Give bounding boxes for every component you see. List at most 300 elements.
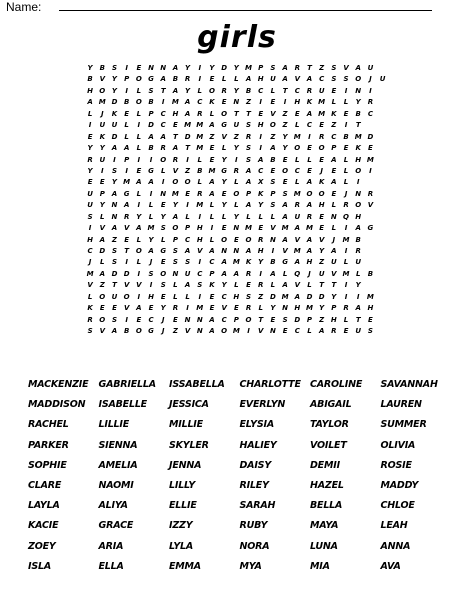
grid-letter[interactable]: M — [196, 304, 204, 313]
grid-letter[interactable]: L — [209, 212, 215, 221]
grid-letter[interactable]: S — [246, 144, 252, 153]
grid-letter[interactable]: A — [282, 212, 288, 221]
grid-letter[interactable]: O — [208, 86, 215, 95]
grid-letter[interactable]: A — [136, 224, 142, 233]
grid-letter[interactable]: M — [147, 224, 155, 233]
grid-letter[interactable]: P — [172, 235, 178, 244]
grid-letter[interactable]: A — [148, 178, 154, 187]
grid-letter[interactable]: A — [123, 201, 130, 210]
grid-letter[interactable]: I — [149, 281, 153, 290]
grid-letter[interactable]: M — [293, 189, 301, 198]
grid-letter[interactable]: S — [111, 166, 117, 175]
grid-letter[interactable]: H — [367, 304, 374, 313]
grid-letter[interactable]: V — [282, 247, 288, 255]
grid-letter[interactable]: R — [258, 281, 264, 290]
grid-letter[interactable]: N — [282, 304, 289, 313]
grid-letter[interactable]: L — [258, 212, 263, 221]
grid-letter[interactable]: Y — [136, 212, 142, 221]
grid-letter[interactable]: L — [209, 201, 215, 210]
grid-letter[interactable]: S — [270, 201, 276, 210]
grid-letter[interactable]: Y — [233, 212, 239, 221]
grid-letter[interactable]: U — [233, 121, 240, 130]
grid-letter[interactable]: V — [172, 166, 179, 175]
grid-letter[interactable]: E — [343, 109, 349, 118]
grid-letter[interactable]: I — [369, 166, 372, 175]
grid-letter[interactable]: S — [282, 315, 288, 324]
grid-letter[interactable]: G — [367, 224, 374, 233]
grid-letter[interactable]: A — [111, 327, 118, 336]
grid-letter[interactable]: R — [294, 64, 300, 72]
grid-letter[interactable]: I — [113, 155, 116, 164]
grid-letter[interactable]: E — [307, 144, 312, 153]
grid-letter[interactable]: S — [270, 64, 276, 72]
grid-letter[interactable]: Y — [221, 155, 227, 164]
grid-letter[interactable]: C — [209, 258, 215, 267]
grid-letter[interactable]: L — [258, 304, 263, 313]
grid-letter[interactable]: A — [355, 224, 361, 233]
grid-letter[interactable]: A — [209, 315, 215, 324]
grid-letter[interactable]: J — [88, 258, 92, 267]
grid-letter[interactable]: M — [86, 269, 94, 278]
grid-letter[interactable]: E — [270, 315, 276, 324]
grid-letter[interactable]: L — [136, 132, 142, 141]
grid-letter[interactable]: P — [331, 304, 337, 313]
grid-letter[interactable]: T — [160, 86, 166, 95]
grid-letter[interactable]: A — [221, 258, 227, 267]
grid-letter[interactable]: U — [294, 212, 301, 221]
grid-letter[interactable]: P — [209, 269, 215, 278]
grid-letter[interactable]: B — [270, 155, 276, 164]
grid-letter[interactable]: Y — [331, 292, 337, 301]
grid-letter[interactable]: E — [319, 155, 325, 164]
grid-letter[interactable]: L — [307, 155, 312, 164]
grid-letter[interactable]: P — [124, 155, 130, 164]
grid-letter[interactable]: A — [172, 86, 179, 95]
grid-letter[interactable]: L — [160, 235, 166, 244]
grid-letter[interactable]: T — [307, 64, 312, 72]
grid-letter[interactable]: T — [355, 121, 361, 130]
grid-letter[interactable]: V — [123, 281, 130, 290]
grid-letter[interactable]: I — [344, 247, 348, 255]
grid-letter[interactable]: Y — [172, 201, 178, 210]
grid-letter[interactable]: L — [343, 178, 349, 187]
grid-letter[interactable]: L — [234, 201, 239, 210]
grid-letter[interactable]: A — [306, 201, 313, 210]
grid-letter[interactable]: L — [282, 269, 288, 278]
grid-letter[interactable]: R — [160, 144, 166, 153]
grid-letter[interactable]: M — [293, 132, 301, 141]
grid-letter[interactable]: S — [197, 281, 203, 290]
grid-letter[interactable]: M — [196, 121, 204, 130]
grid-letter[interactable]: L — [87, 292, 93, 301]
grid-letter[interactable]: G — [160, 247, 167, 255]
grid-letter[interactable]: N — [233, 247, 240, 255]
grid-letter[interactable]: I — [137, 155, 141, 164]
grid-letter[interactable]: A — [355, 304, 361, 313]
grid-letter[interactable]: C — [294, 327, 300, 336]
grid-letter[interactable]: L — [136, 144, 142, 153]
grid-letter[interactable]: I — [137, 269, 141, 278]
grid-letter[interactable]: C — [294, 166, 300, 175]
grid-letter[interactable]: D — [270, 292, 276, 301]
grid-letter[interactable]: R — [87, 315, 93, 324]
grid-letter[interactable]: M — [123, 178, 131, 187]
grid-letter[interactable]: Z — [282, 121, 288, 130]
grid-letter[interactable]: V — [343, 64, 349, 72]
grid-letter[interactable]: A — [111, 189, 118, 198]
grid-letter[interactable]: H — [330, 315, 337, 324]
grid-letter[interactable]: V — [294, 235, 300, 244]
grid-letter[interactable]: L — [197, 86, 203, 95]
grid-letter[interactable]: O — [221, 327, 228, 336]
grid-letter[interactable]: D — [148, 121, 154, 130]
grid-letter[interactable]: D — [111, 98, 118, 107]
grid-letter[interactable]: I — [137, 201, 141, 210]
grid-letter[interactable]: H — [306, 258, 313, 267]
grid-letter[interactable]: O — [355, 201, 362, 210]
grid-letter[interactable]: Z — [270, 132, 276, 141]
grid-letter[interactable]: S — [246, 292, 252, 301]
grid-letter[interactable]: E — [307, 166, 312, 175]
grid-letter[interactable]: L — [343, 258, 349, 267]
grid-letter[interactable]: D — [111, 132, 118, 141]
grid-letter[interactable]: E — [233, 235, 239, 244]
grid-letter[interactable]: K — [355, 144, 361, 153]
grid-letter[interactable]: E — [221, 98, 227, 107]
grid-letter[interactable]: H — [257, 247, 264, 255]
grid-letter[interactable]: N — [233, 224, 240, 233]
grid-letter[interactable]: U — [99, 121, 106, 130]
grid-letter[interactable]: S — [111, 258, 117, 267]
grid-letter[interactable]: Y — [111, 86, 117, 95]
grid-letter[interactable]: U — [111, 121, 118, 130]
grid-letter[interactable]: M — [366, 155, 374, 164]
grid-letter[interactable]: I — [210, 224, 214, 233]
grid-letter[interactable]: I — [125, 64, 128, 72]
grid-letter[interactable]: Y — [319, 247, 325, 255]
grid-letter[interactable]: S — [111, 247, 117, 255]
grid-letter[interactable]: L — [136, 86, 142, 95]
grid-letter[interactable]: Z — [111, 235, 117, 244]
grid-letter[interactable]: O — [99, 292, 106, 301]
grid-letter[interactable]: U — [270, 75, 276, 84]
grid-letter[interactable]: Y — [233, 144, 239, 153]
grid-letter[interactable]: C — [258, 166, 264, 175]
grid-letter[interactable]: T — [282, 86, 288, 95]
grid-letter[interactable]: N — [160, 189, 167, 198]
grid-letter[interactable]: E — [294, 109, 300, 118]
grid-letter[interactable]: E — [319, 224, 325, 233]
grid-letter[interactable]: E — [258, 224, 264, 233]
grid-letter[interactable]: I — [88, 224, 92, 233]
grid-letter[interactable]: I — [186, 304, 189, 313]
grid-letter[interactable]: Y — [282, 144, 288, 153]
grid-letter[interactable]: V — [294, 75, 300, 84]
grid-letter[interactable]: N — [330, 212, 337, 221]
grid-letter[interactable]: I — [369, 86, 372, 95]
grid-letter[interactable]: B — [123, 98, 130, 107]
grid-letter[interactable]: K — [245, 258, 252, 267]
grid-letter[interactable]: L — [234, 281, 239, 290]
grid-letter[interactable]: A — [245, 178, 252, 187]
grid-letter[interactable]: E — [270, 98, 276, 107]
grid-letter[interactable]: O — [318, 144, 325, 153]
grid-letter[interactable]: A — [294, 292, 300, 301]
grid-letter[interactable]: N — [184, 315, 191, 324]
grid-letter[interactable]: A — [111, 144, 118, 153]
grid-letter[interactable]: O — [135, 247, 142, 255]
grid-letter[interactable]: C — [160, 109, 166, 118]
grid-letter[interactable]: O — [233, 189, 240, 198]
grid-letter[interactable]: S — [185, 258, 191, 267]
grid-letter[interactable]: M — [171, 98, 179, 107]
grid-letter[interactable]: R — [197, 189, 203, 198]
grid-letter[interactable]: L — [100, 258, 105, 267]
grid-letter[interactable]: A — [258, 155, 264, 164]
grid-letter[interactable]: Y — [160, 304, 166, 313]
grid-letter[interactable]: E — [331, 86, 337, 95]
grid-letter[interactable]: R — [87, 155, 93, 164]
grid-letter[interactable]: U — [367, 64, 374, 72]
grid-letter[interactable]: O — [172, 224, 179, 233]
grid-letter[interactable]: L — [295, 178, 300, 187]
grid-letter[interactable]: I — [186, 155, 189, 164]
grid-letter[interactable]: M — [305, 304, 313, 313]
grid-letter[interactable]: O — [123, 292, 130, 301]
grid-letter[interactable]: L — [173, 292, 178, 301]
grid-letter[interactable]: T — [331, 281, 337, 290]
grid-letter[interactable]: E — [221, 224, 227, 233]
grid-letter[interactable]: S — [111, 315, 117, 324]
grid-letter[interactable]: I — [198, 258, 202, 267]
grid-letter[interactable]: U — [87, 189, 93, 198]
grid-letter[interactable]: Y — [221, 281, 227, 290]
grid-letter[interactable]: U — [184, 269, 191, 278]
grid-letter[interactable]: S — [160, 224, 166, 233]
grid-letter[interactable]: L — [270, 212, 276, 221]
grid-letter[interactable]: N — [355, 189, 362, 198]
grid-letter[interactable]: J — [332, 235, 336, 244]
grid-letter[interactable]: Z — [319, 315, 325, 324]
grid-letter[interactable]: E — [87, 132, 93, 141]
grid-letter[interactable]: D — [99, 247, 106, 255]
grid-letter[interactable]: R — [306, 212, 313, 221]
grid-letter[interactable]: Z — [233, 132, 239, 141]
grid-letter[interactable]: E — [233, 304, 239, 313]
grid-letter[interactable]: I — [283, 98, 287, 107]
grid-letter[interactable]: J — [369, 75, 372, 84]
grid-letter[interactable]: R — [306, 86, 313, 95]
grid-letter[interactable]: A — [233, 269, 240, 278]
grid-letter[interactable]: Y — [270, 304, 276, 313]
grid-letter[interactable]: V — [87, 281, 93, 290]
grid-letter[interactable]: I — [149, 189, 153, 198]
grid-letter[interactable]: L — [148, 212, 154, 221]
grid-letter[interactable]: L — [136, 235, 142, 244]
grid-letter[interactable]: A — [245, 201, 252, 210]
grid-letter[interactable]: K — [306, 98, 313, 107]
grid-letter[interactable]: S — [331, 75, 337, 84]
grid-letter[interactable]: N — [269, 235, 276, 244]
grid-letter[interactable]: A — [184, 98, 191, 107]
grid-letter[interactable]: I — [247, 327, 250, 336]
grid-letter[interactable]: A — [87, 98, 93, 107]
grid-letter[interactable]: A — [294, 258, 300, 267]
grid-letter[interactable]: Y — [87, 144, 93, 153]
grid-letter[interactable]: I — [259, 98, 263, 107]
grid-letter[interactable]: B — [197, 166, 203, 175]
grid-letter[interactable]: L — [234, 75, 239, 84]
grid-letter[interactable]: H — [233, 292, 240, 301]
grid-letter[interactable]: Y — [355, 281, 361, 290]
grid-letter[interactable]: R — [123, 212, 130, 221]
grid-letter[interactable]: M — [196, 201, 204, 210]
grid-letter[interactable]: L — [343, 315, 349, 324]
grid-letter[interactable]: Z — [172, 327, 178, 336]
grid-letter[interactable]: R — [245, 304, 252, 313]
grid-letter[interactable]: E — [136, 315, 142, 324]
grid-letter[interactable]: U — [318, 86, 325, 95]
grid-letter[interactable]: G — [148, 327, 154, 336]
grid-letter[interactable]: S — [172, 258, 178, 267]
grid-letter[interactable]: A — [245, 75, 252, 84]
grid-letter[interactable]: I — [161, 178, 165, 187]
grid-letter[interactable]: K — [331, 109, 337, 118]
grid-letter[interactable]: A — [184, 247, 191, 255]
grid-letter[interactable]: A — [282, 201, 288, 210]
grid-letter[interactable]: H — [355, 212, 362, 221]
grid-letter[interactable]: L — [173, 281, 178, 290]
grid-letter[interactable]: L — [197, 155, 203, 164]
grid-letter[interactable]: M — [281, 292, 289, 301]
grid-letter[interactable]: Y — [99, 144, 105, 153]
grid-letter[interactable]: U — [99, 155, 106, 164]
grid-letter[interactable]: U — [318, 269, 325, 278]
grid-letter[interactable]: H — [294, 98, 301, 107]
grid-letter[interactable]: A — [184, 281, 191, 290]
grid-letter[interactable]: I — [271, 247, 275, 255]
grid-letter[interactable]: A — [136, 304, 142, 313]
grid-letter[interactable]: E — [258, 109, 264, 118]
grid-letter[interactable]: I — [308, 132, 311, 141]
grid-letter[interactable]: B — [148, 98, 154, 107]
grid-letter[interactable]: V — [270, 109, 276, 118]
grid-letter[interactable]: A — [172, 212, 179, 221]
grid-letter[interactable]: Y — [319, 304, 325, 313]
grid-letter[interactable]: E — [87, 178, 93, 187]
grid-letter[interactable]: L — [221, 144, 227, 153]
grid-letter[interactable]: L — [124, 132, 129, 141]
grid-letter[interactable]: Q — [343, 212, 349, 221]
grid-letter[interactable]: A — [209, 178, 215, 187]
grid-letter[interactable]: U — [379, 75, 386, 84]
grid-letter[interactable]: R — [294, 201, 300, 210]
grid-letter[interactable]: E — [136, 64, 142, 72]
grid-letter[interactable]: T — [319, 281, 325, 290]
grid-letter[interactable]: I — [344, 121, 348, 130]
grid-letter[interactable]: A — [148, 247, 154, 255]
grid-letter[interactable]: Y — [87, 64, 93, 72]
grid-letter[interactable]: S — [331, 64, 337, 72]
grid-letter[interactable]: A — [209, 121, 215, 130]
grid-letter[interactable]: H — [257, 75, 264, 84]
grid-letter[interactable]: H — [196, 224, 203, 233]
grid-letter[interactable]: A — [99, 235, 105, 244]
grid-letter[interactable]: E — [209, 155, 215, 164]
grid-letter[interactable]: A — [270, 144, 276, 153]
grid-letter[interactable]: L — [87, 109, 93, 118]
grid-letter[interactable]: L — [355, 269, 361, 278]
grid-letter[interactable]: Y — [148, 235, 154, 244]
grid-letter[interactable]: D — [294, 315, 301, 324]
grid-letter[interactable]: L — [209, 235, 215, 244]
grid-letter[interactable]: E — [160, 258, 166, 267]
grid-letter[interactable]: S — [87, 327, 93, 336]
grid-letter[interactable]: G — [148, 75, 154, 84]
grid-letter[interactable]: S — [148, 269, 154, 278]
grid-letter[interactable]: E — [124, 235, 130, 244]
grid-letter[interactable]: K — [111, 109, 118, 118]
grid-letter[interactable]: Y — [111, 178, 117, 187]
grid-letter[interactable]: O — [355, 166, 362, 175]
grid-letter[interactable]: E — [124, 109, 130, 118]
grid-letter[interactable]: N — [196, 315, 203, 324]
grid-letter[interactable]: O — [135, 327, 142, 336]
grid-letter[interactable]: M — [342, 235, 350, 244]
grid-letter[interactable]: I — [235, 155, 238, 164]
grid-letter[interactable]: S — [270, 178, 276, 187]
grid-letter[interactable]: J — [320, 166, 323, 175]
grid-letter[interactable]: B — [87, 75, 93, 84]
grid-letter[interactable]: C — [197, 98, 203, 107]
grid-letter[interactable]: R — [172, 304, 179, 313]
grid-letter[interactable]: M — [305, 224, 313, 233]
grid-letter[interactable]: A — [331, 155, 337, 164]
name-write-line[interactable] — [59, 10, 432, 11]
grid-letter[interactable]: I — [198, 64, 202, 72]
grid-letter[interactable]: M — [354, 132, 362, 141]
grid-letter[interactable]: H — [257, 121, 264, 130]
grid-letter[interactable]: B — [270, 258, 276, 267]
grid-letter[interactable]: S — [343, 75, 349, 84]
grid-letter[interactable]: T — [233, 109, 239, 118]
grid-letter[interactable]: V — [99, 327, 105, 336]
grid-letter[interactable]: O — [221, 109, 228, 118]
grid-letter[interactable]: E — [99, 178, 105, 187]
grid-letter[interactable]: G — [221, 166, 228, 175]
grid-letter[interactable]: J — [161, 315, 165, 324]
grid-letter[interactable]: I — [125, 258, 128, 267]
grid-letter[interactable]: A — [209, 247, 215, 255]
grid-letter[interactable]: I — [356, 178, 360, 187]
grid-letter[interactable]: S — [111, 64, 117, 72]
grid-letter[interactable]: R — [221, 86, 227, 95]
grid-letter[interactable]: A — [209, 189, 215, 198]
grid-letter[interactable]: X — [258, 178, 264, 187]
grid-letter[interactable]: K — [318, 178, 325, 187]
grid-letter[interactable]: I — [198, 212, 202, 221]
grid-letter[interactable]: C — [258, 86, 264, 95]
grid-letter[interactable]: C — [160, 121, 166, 130]
grid-letter[interactable]: Z — [185, 166, 191, 175]
grid-letter[interactable]: M — [232, 258, 240, 267]
grid-letter[interactable]: L — [185, 292, 190, 301]
grid-letter[interactable]: A — [282, 235, 288, 244]
grid-letter[interactable]: O — [318, 189, 325, 198]
grid-letter[interactable]: Y — [221, 178, 227, 187]
grid-letter[interactable]: U — [355, 258, 362, 267]
grid-letter[interactable]: J — [100, 109, 104, 118]
